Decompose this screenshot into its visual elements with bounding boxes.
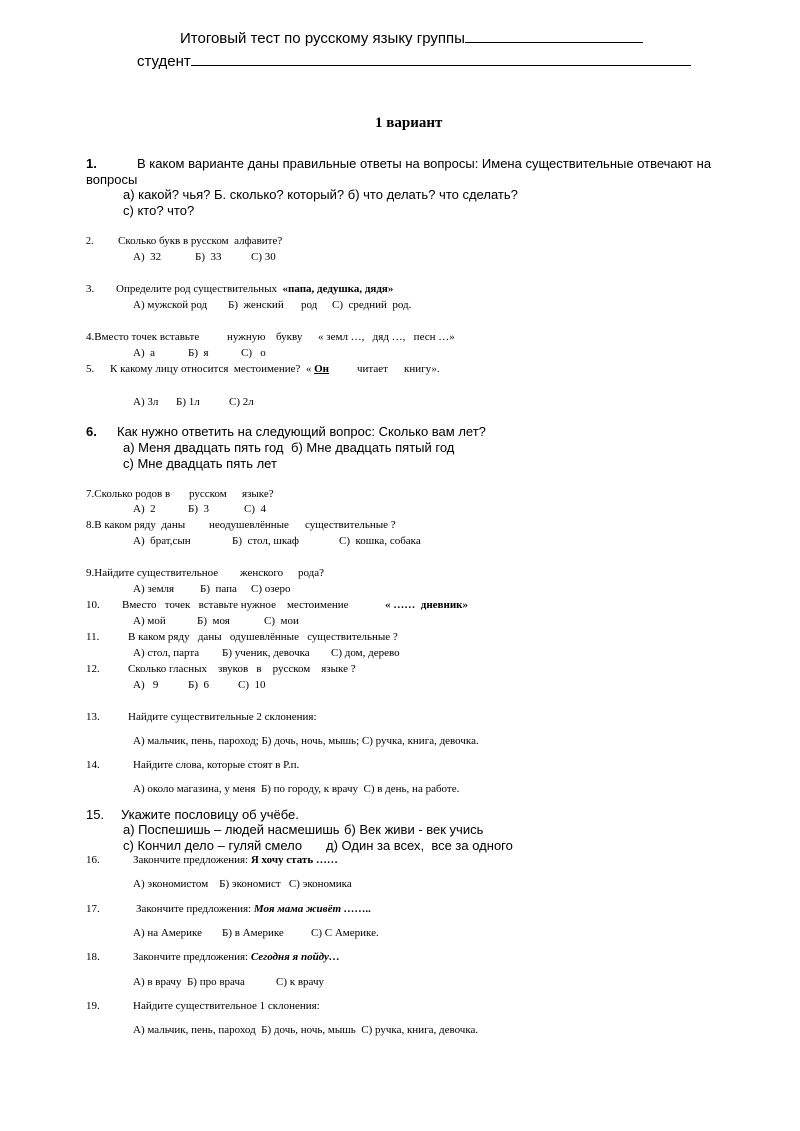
q4-option-b: Б) я [188, 347, 209, 359]
q17-text-bold: Моя мама живёт …….. [253, 903, 372, 915]
q13-text: Найдите существительные 2 склонения: [128, 711, 317, 723]
q16-text-bold: Я хочу стать …… [250, 854, 338, 866]
q18-option-c: С) к врачу [276, 976, 325, 988]
q17-option-a: А) на Америке [133, 927, 203, 939]
q18-options-ab: А) в врачу Б) про врача [133, 976, 245, 988]
q3-option-b-cont: род [301, 299, 318, 311]
q3-option-a: А) мужской род [133, 299, 208, 311]
q7-option-b: Б) 3 [188, 503, 209, 515]
q13-number: 13. [86, 711, 100, 723]
q4-text-2: нужную [227, 331, 266, 343]
q2-number: 2. [86, 236, 94, 247]
q19-text: Найдите существительное 1 склонения: [133, 1000, 320, 1012]
q17-number: 17. [86, 903, 100, 915]
q12-number: 12. [86, 663, 100, 675]
q5-text [110, 364, 329, 375]
q7-text-3: языке? [242, 488, 274, 500]
q15-option-b: б) Век живи - век учись [344, 822, 484, 837]
q5-number: 5. [86, 363, 95, 375]
q5-text-2: читает [357, 363, 388, 375]
q15-text: Укажите пословицу об учёбе. [121, 807, 299, 822]
q5-option-a: А) 3л [133, 396, 159, 408]
q18-text [133, 952, 340, 963]
q11-number: 11. [86, 631, 100, 643]
q3-text-bold: «папа, дедушка, дядя» [282, 283, 394, 295]
q6-number: 6. [86, 424, 97, 439]
q12-text: Сколько гласных звуков в русском языке ? [128, 663, 356, 675]
q16-text [133, 855, 338, 866]
q3-number: 3. [86, 283, 95, 295]
q11-option-b: Б) ученик, девочка [222, 647, 310, 659]
q8-text-3: существительные ? [305, 519, 396, 531]
q4-text-4: « земл …, дяд …, песн …» [318, 331, 455, 343]
q17-text-plain: Закончите предложения: [136, 903, 252, 915]
q4-text: 4.Вместо точек вставьте [86, 331, 200, 343]
q7-option-a: А) 2 [133, 503, 156, 515]
q9-option-a: А) земля [133, 583, 175, 595]
q2-option-b: Б) 33 [195, 251, 222, 263]
q18-text-bold: Сегодня я пойду… [250, 951, 340, 963]
q10-text: Вместо точек вставьте нужное местоимение [122, 599, 349, 611]
q9-text-2: женского [240, 567, 284, 579]
q10-option-c: С) мои [264, 615, 299, 627]
q8-option-c: С) кошка, собака [339, 535, 421, 547]
q1-text-line2: вопросы [86, 172, 138, 187]
q11-text: В каком ряду даны одушевлённые существительные ? [128, 631, 398, 643]
q14-text: Найдите слова, которые стоят в Р.п. [133, 759, 300, 771]
q15-option-d: д) Один за всех, все за одного [326, 838, 513, 853]
q5-option-b: Б) 1л [176, 396, 200, 408]
q12-option-c: С) 10 [238, 679, 266, 691]
variant-title: 1 вариант [375, 115, 443, 131]
q14-answers: А) около магазина, у меня Б) по городу, к врачу С) в день, на работе. [133, 783, 460, 795]
q3-option-c: С) средний род. [332, 299, 412, 311]
q5-text-3: книгу». [404, 363, 440, 375]
q7-option-c: С) 4 [244, 503, 266, 515]
q4-option-a: А) а [133, 347, 155, 359]
q6-option-c: с) Мне двадцать пять лет [123, 456, 277, 471]
q6-option-a: а) Меня двадцать пять год [123, 440, 284, 455]
q16-number: 16. [86, 854, 100, 866]
q17-text [136, 904, 371, 915]
q16-answers: А) экономистом Б) экономист С) экономика [133, 878, 352, 890]
q2-text: Сколько букв в русском алфавите? [118, 235, 283, 247]
q1-number: 1. [86, 156, 97, 171]
q2-option-c: С) 30 [251, 251, 276, 263]
q14-number: 14. [86, 759, 100, 771]
q3-text [116, 284, 393, 295]
q19-number: 19. [86, 1000, 100, 1012]
q13-answers: А) мальчик, пень, пароход; Б) дочь, ночь, мышь; С) ручка, книга, девочка. [133, 735, 479, 747]
q8-option-a: А) брат,сын [133, 535, 191, 547]
q10-number: 10. [86, 599, 100, 611]
q17-option-c: С) С Америке. [311, 927, 379, 939]
q8-option-b: Б) стол, шкаф [232, 535, 300, 547]
q1-option-c: с) кто? что? [123, 203, 195, 218]
q5-text-bold: Он [314, 363, 330, 375]
q5-text-plain: К какому лицу относится местоимение? « [110, 363, 312, 375]
q7-text-2: русском [189, 488, 227, 500]
q6-option-b: б) Мне двадцать пятый год [291, 440, 455, 455]
q9-option-c: С) озеро [251, 583, 291, 595]
student-label: студент [137, 53, 191, 70]
q11-option-c: С) дом, дерево [331, 647, 400, 659]
q15-option-a: а) Поспешишь – людей насмешишь [123, 822, 340, 837]
group-blank [465, 30, 643, 43]
q5-option-c: С) 2л [229, 396, 254, 408]
header-line-1 [180, 30, 643, 46]
header-line-2 [137, 53, 691, 69]
q7-text: 7.Сколько родов в [86, 488, 171, 500]
q12-option-b: Б) 6 [188, 679, 209, 691]
q4-option-c: С) о [241, 347, 266, 359]
q1-option-ab: а) какой? чья? Б. сколько? который? б) что делать? что сделать? [123, 187, 518, 202]
q3-option-b: Б) женский [228, 299, 284, 311]
q9-text: 9.Найдите существительное [86, 567, 219, 579]
q10-option-b: Б) моя [197, 615, 230, 627]
q16-text-plain: Закончите предложения: [133, 854, 249, 866]
q17-option-b: Б) в Америке [222, 927, 284, 939]
q9-text-3: рода? [298, 567, 325, 579]
q10-text-bold: « …… дневник» [385, 599, 468, 611]
q3-text-plain: Определите род существительных [116, 283, 277, 295]
q11-option-a: А) стол, парта [133, 647, 200, 659]
q15-option-c: с) Кончил дело – гуляй смело [123, 838, 303, 853]
q10-option-a: А) мой [133, 615, 166, 627]
q19-answers: А) мальчик, пень, пароход Б) дочь, ночь, мышь С) ручка, книга, девочка. [133, 1024, 479, 1036]
q8-text: 8.В каком ряду даны [86, 519, 186, 531]
q12-option-a: А) 9 [133, 679, 159, 691]
q1-text-line1: В каком варианте даны правильные ответы на вопросы: Имена существительные отвечают на [137, 156, 712, 171]
q15-number: 15. [86, 807, 105, 822]
q9-option-b: Б) папа [200, 583, 237, 595]
student-blank [191, 53, 691, 66]
q4-text-3: букву [276, 331, 303, 343]
q2-option-a: А) 32 [133, 251, 162, 263]
q8-text-2: неодушевлённые [209, 519, 289, 531]
q6-text: Как нужно ответить на следующий вопрос: Сколько вам лет? [117, 424, 486, 439]
q18-text-plain: Закончите предложения: [133, 951, 249, 963]
q18-number: 18. [86, 951, 100, 963]
header-title: Итоговый тест по русскому языку группы [180, 30, 465, 47]
